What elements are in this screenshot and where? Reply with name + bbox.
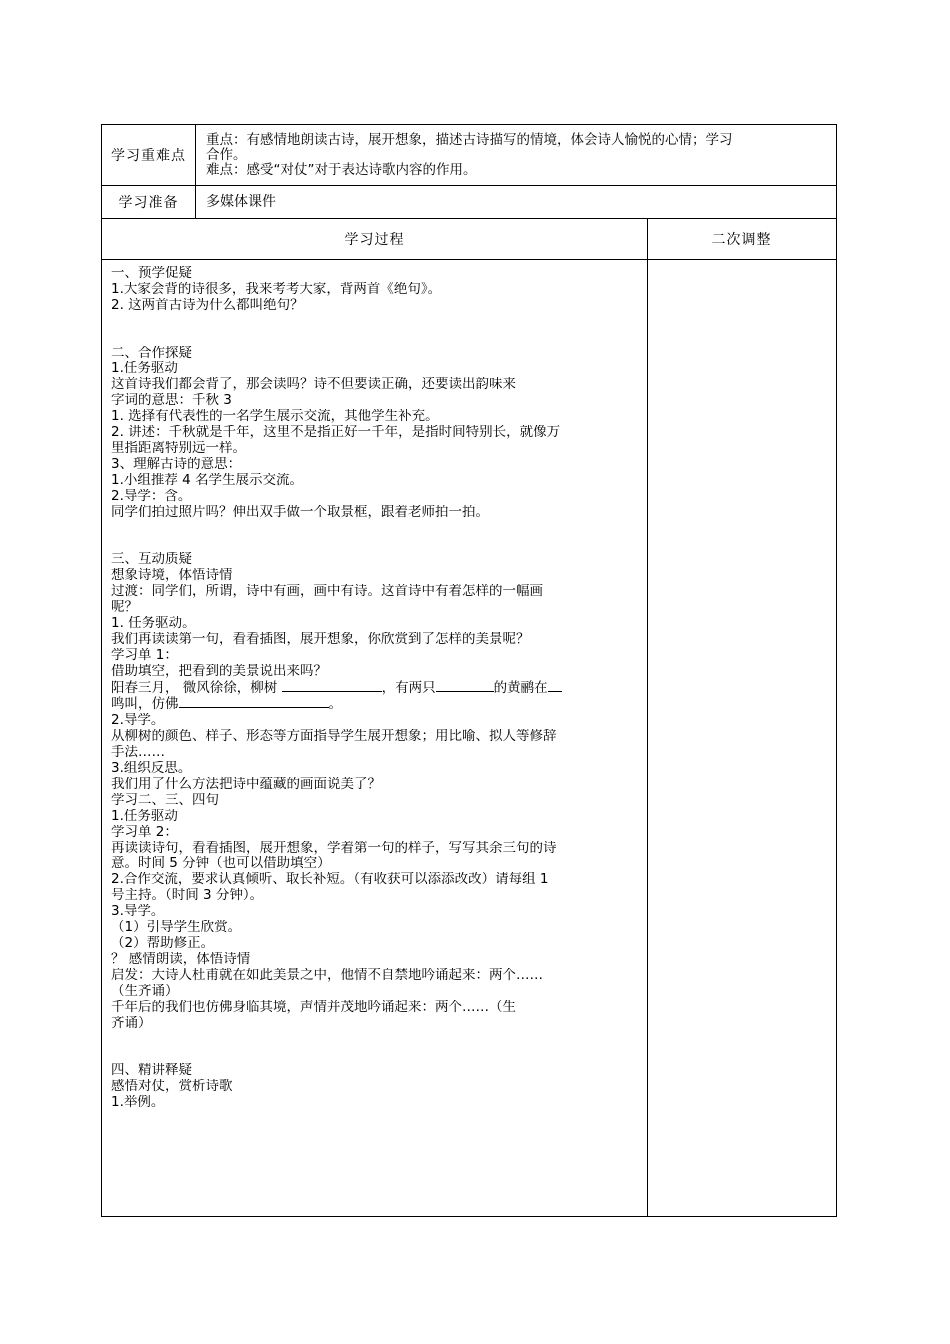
process-line: 学习单 2： [111, 824, 178, 840]
focus-line-2: 合作。 [206, 147, 247, 163]
process-line: 再读读诗句，看看插图，展开想象，学着第一句的样子，写写其余三句的诗 [111, 840, 557, 856]
process-line: 1.举例。 [111, 1095, 165, 1111]
process-line: 1.大家会背的诗很多，我来考考大家，背两首《绝句》。 [111, 281, 442, 297]
focus-line-3: 难点：感受“对仗”对于表达诗歌内容的作用。 [206, 162, 477, 178]
fill-text: 。 [328, 696, 342, 713]
process-line: 学习单 1： [111, 647, 178, 663]
process-line: （生齐诵） [111, 983, 179, 999]
fill-text: 鸣叫，仿佛 [111, 696, 179, 713]
process-line: 号主持。（时间 3 分钟）。 [111, 888, 264, 904]
process-cell [102, 260, 648, 1216]
process-content [111, 266, 641, 1111]
process-line: 呢？ [111, 599, 138, 615]
process-line: 1. 任务驱动。 [111, 615, 196, 631]
process-line: 1.小组推荐 4 名学生展示交流。 [111, 472, 304, 488]
process-line: 2.导学。 [111, 713, 165, 729]
process-line: 齐诵） [111, 1015, 152, 1031]
focus-line-1: 重点：有感情地朗读古诗，展开想象，描述古诗描写的情境，体会诗人愉悦的心情；学习 [206, 132, 733, 148]
fill-in-row-2 [111, 696, 641, 713]
lesson-table [101, 124, 837, 1217]
process-line: 从柳树的颜色、样子、形态等方面指导学生展开想象；用比喻、拟人等修辞 [111, 729, 557, 745]
fill-in-row-1 [111, 680, 641, 697]
fill-blank[interactable] [282, 680, 382, 692]
process-line: 2.导学：含。 [111, 488, 192, 504]
adjust-header: 二次调整 [711, 232, 772, 248]
process-line: 三、互动质疑 [111, 552, 192, 568]
focus-label: 学习重难点 [102, 125, 196, 185]
process-line: （1）引导学生欣赏。 [111, 920, 242, 936]
process-line: 过渡：同学们，所谓，诗中有画，画中有诗。这首诗中有着怎样的一幅画 [111, 584, 543, 600]
process-line: 2. 讲述：千秋就是千年，这里不是指正好一千年，是指时间特别长，就像万 [111, 425, 561, 441]
fill-text: ，有两只 [381, 679, 436, 696]
fill-blank[interactable] [436, 680, 494, 692]
process-line [111, 1031, 641, 1047]
process-line: 手法…… [111, 745, 165, 761]
process-line: 一、预学促疑 [111, 266, 192, 281]
process-header: 学习过程 [102, 219, 648, 259]
fill-text: 阳春三月， 微风徐徐，柳树 [111, 679, 282, 696]
process-line: （2）帮助修正。 [111, 936, 215, 951]
process-line: 1.任务驱动 [111, 361, 178, 377]
header-row [102, 219, 836, 260]
process-line: 里指距离特别远一样。 [111, 440, 246, 456]
prep-row [102, 186, 836, 219]
process-line: 启发：大诗人杜甫就在如此美景之中，他情不自禁地吟诵起来：两个…… [111, 967, 543, 983]
process-line: 3.导学。 [111, 904, 165, 920]
process-line [111, 536, 641, 552]
process-line: 这首诗我们都会背了，那会读吗？诗不但要读正确，还要读出韵味来 [111, 377, 516, 393]
fill-blank[interactable] [548, 680, 562, 692]
process-line: 2.合作交流，要求认真倾听、取长补短。（有收获可以添添改改）请每组 1 [111, 872, 549, 888]
process-line: ？ 感情朗读，体悟诗情 [111, 951, 251, 967]
process-line [111, 314, 641, 330]
process-line: 想象诗境，体悟诗情 [111, 568, 233, 584]
process-line: 1.任务驱动 [111, 808, 178, 824]
process-line: 我们用了什么方法把诗中蕴藏的画面说美了？ [111, 776, 381, 792]
process-line: 四、精讲释疑 [111, 1063, 192, 1079]
process-line: 同学们拍过照片吗？伸出双手做一个取景框，跟着老师拍一拍。 [111, 504, 489, 520]
process-line: 2. 这两首古诗为什么都叫绝句？ [111, 297, 304, 313]
process-line: 3.组织反思。 [111, 761, 192, 777]
process-line: 字词的意思：千秋 3 [111, 393, 232, 409]
focus-row [102, 125, 836, 186]
process-line: 借助填空，把看到的美景说出来吗？ [111, 663, 327, 679]
process-line: 1. 选择有代表性的一名学生展示交流，其他学生补充。 [111, 409, 439, 425]
focus-content [206, 133, 828, 178]
process-line: 3、理解古诗的意思： [111, 456, 242, 472]
process-line: 千年后的我们也仿佛身临其境，声情并茂地吟诵起来：两个……（生 [111, 999, 516, 1015]
process-line [111, 1047, 641, 1063]
process-line: 学习二、三、四句 [111, 792, 219, 808]
adjust-cell [647, 260, 836, 1216]
process-line: 意。时间 5 分钟（也可以借助填空） [111, 856, 331, 872]
process-line [111, 330, 641, 346]
prep-label: 学习准备 [102, 186, 196, 218]
process-line: 感悟对仗，赏析诗歌 [111, 1079, 233, 1095]
process-line [111, 520, 641, 536]
process-line: 我们再读读第一句，看看插图，展开想象，你欣赏到了怎样的美景呢？ [111, 631, 530, 647]
fill-blank[interactable] [179, 696, 329, 708]
prep-value: 多媒体课件 [206, 194, 276, 210]
fill-text: 的黄鹂在 [493, 679, 548, 696]
process-line: 二、合作探疑 [111, 345, 192, 361]
